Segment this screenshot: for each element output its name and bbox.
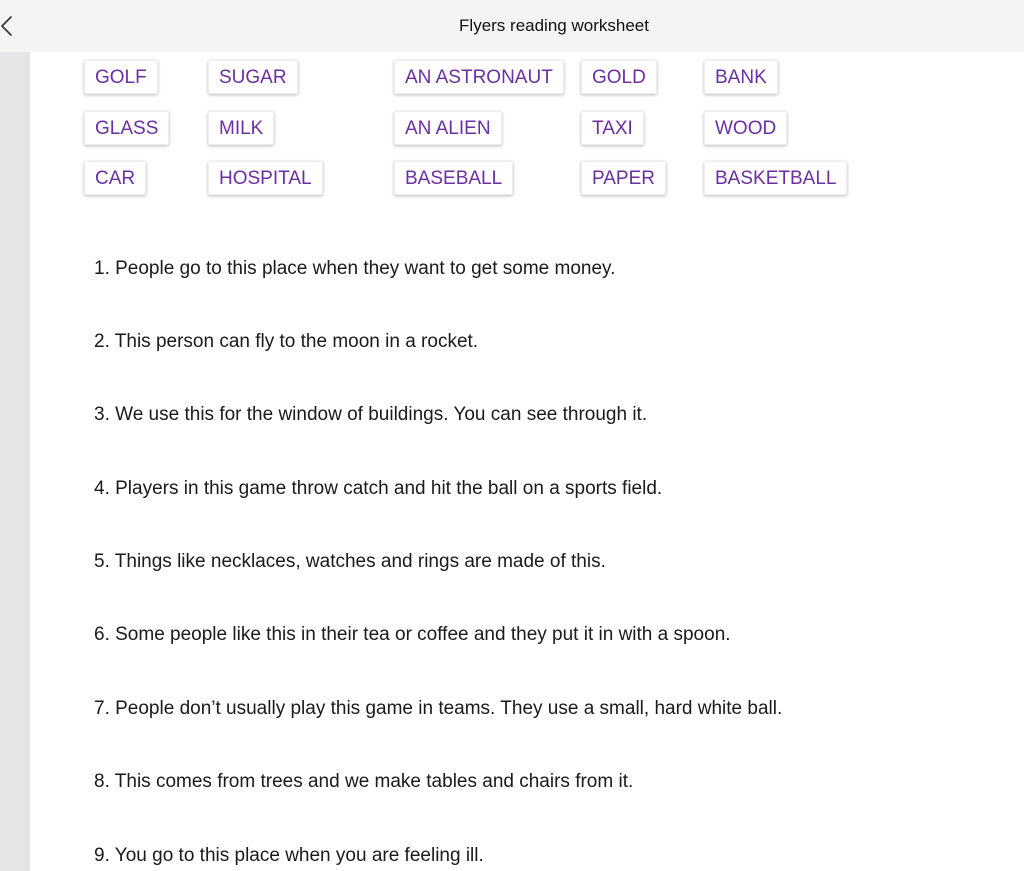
word-box-glass: GLASS (84, 111, 169, 145)
word-box-car: CAR (84, 161, 146, 195)
worksheet (30, 52, 1024, 871)
word-box-paper: PAPER (581, 161, 666, 195)
word-box-wood: WOOD (704, 111, 787, 145)
question-7: 7. People don’t usually play this game in teams. They use a small, hard white ball. (94, 698, 783, 719)
word-box-baseball: BASEBALL (394, 161, 513, 195)
question-8: 8. This comes from trees and we make tables and chairs from it. (94, 771, 634, 792)
question-2: 2. This person can fly to the moon in a rocket. (94, 331, 479, 352)
question-1: 1. People go to this place when they want to get some money. (94, 258, 616, 279)
question-3: 3. We use this for the window of buildings. You can see through it. (94, 404, 648, 425)
question-5: 5. Things like necklaces, watches and rings are made of this. (94, 551, 606, 572)
word-box-milk: MILK (208, 111, 274, 145)
question-4: 4. Players in this game throw catch and hit the ball on a sports field. (94, 478, 663, 499)
question-9: 9. You go to this place when you are feeling ill. (94, 845, 484, 866)
word-box-bank: BANK (704, 60, 778, 94)
word-box-sugar: SUGAR (208, 60, 298, 94)
word-box-an-alien: AN ALIEN (394, 111, 502, 145)
side-gutter (0, 52, 30, 871)
word-box-golf: GOLF (84, 60, 158, 94)
word-box-hospital: HOSPITAL (208, 161, 323, 195)
word-box-taxi: TAXI (581, 111, 644, 145)
page-title: Flyers reading worksheet (459, 16, 649, 35)
word-box-gold: GOLD (581, 60, 657, 94)
top-bar (0, 0, 1024, 52)
word-box-an-astronaut: AN ASTRONAUT (394, 60, 564, 94)
word-box-basketball: BASKETBALL (704, 161, 847, 195)
question-6: 6. Some people like this in their tea or coffee and they put it in with a spoon. (94, 624, 731, 645)
